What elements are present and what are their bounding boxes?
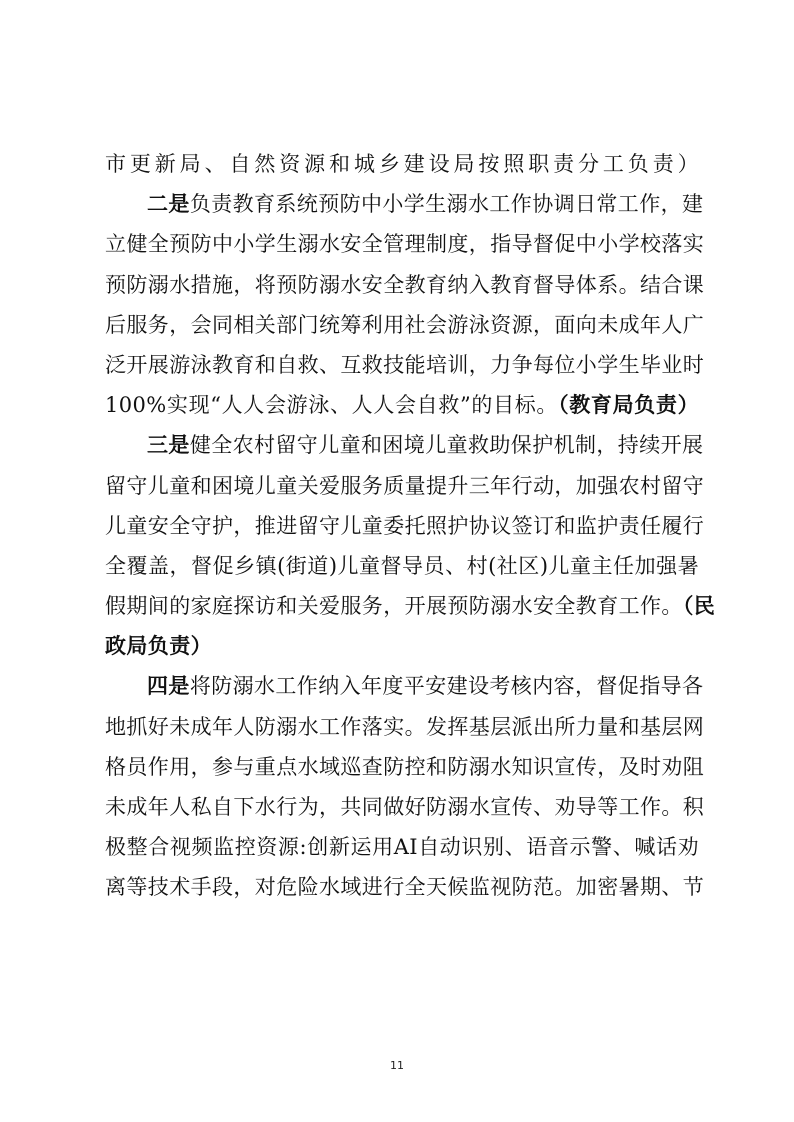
- line-text: 立健全预防中小学生溺水安全管理制度，指导督促中小学校落实: [105, 232, 705, 257]
- text-line: [105, 385, 699, 425]
- text-line: [105, 747, 705, 787]
- body-text: [105, 144, 716, 908]
- text-line: [105, 144, 699, 184]
- line-text: 地抓好未成年人防溺水工作落实。发挥基层派出所力量和基层网: [105, 714, 705, 739]
- text-line: [105, 546, 699, 586]
- paragraph-lead: 二是: [147, 192, 190, 217]
- text-line: [105, 867, 705, 907]
- paragraph-lead: 四是: [147, 674, 190, 699]
- line-text: 100%实现“人人会游泳、人人会自救”的目标。: [105, 393, 559, 418]
- text-line: [105, 224, 705, 264]
- responsibility-note: （教育局负责）: [558, 393, 699, 418]
- responsibility-note: 政局负责）: [105, 634, 212, 659]
- text-line: [105, 506, 705, 546]
- paragraph-lead: 三是: [147, 433, 190, 458]
- line-text: 未成年人私自下水行为，共同做好防溺水宣传、劝导等工作。积: [105, 795, 705, 819]
- line-text: 后服务，会同相关部门统筹利用社会游泳资源，面向未成年人广: [105, 312, 705, 337]
- line-text: 极整合视频监控资源:创新运用AI自动识别、语音示警、喊话劝: [105, 835, 699, 860]
- line-text: 全覆盖，督促乡镇(街道)儿童督导员、村(社区)儿童主任加强暑: [105, 553, 699, 578]
- text-line: [105, 626, 699, 666]
- line-text: 负责教育系统预防中小学生溺水工作协调日常工作，建: [189, 192, 704, 217]
- text-line: [105, 586, 716, 626]
- line-text: 格员作用，参与重点水域巡查防控和防溺水知识宣传，及时劝阻: [105, 754, 705, 779]
- line-text: 儿童安全守护，推进留守儿童委托照护协议签订和监护责任履行: [105, 513, 705, 538]
- line-text: 预防溺水措施，将预防溺水安全教育纳入教育督导体系。结合课: [105, 272, 705, 297]
- line-text: 假期间的家庭探访和关爱服务，开展预防溺水安全教育工作。: [105, 594, 683, 619]
- text-line: [105, 466, 705, 506]
- text-line: [105, 827, 699, 867]
- responsibility-note: （民: [682, 594, 716, 619]
- page-number: 11: [390, 1059, 404, 1072]
- text-line: [105, 707, 705, 747]
- text-line: [105, 345, 705, 385]
- line-text: 市更新局、自然资源和城乡建设局按照职责分工负责）: [105, 152, 699, 176]
- line-text: 离等技术手段，对危险水域进行全天候监视防范。加密暑期、节: [105, 875, 705, 900]
- text-line: [105, 184, 704, 224]
- line-text: 泛开展游泳教育和自救、互救技能培训，力争每位小学生毕业时: [105, 352, 705, 377]
- text-line: [105, 787, 705, 827]
- text-line: [105, 666, 704, 706]
- line-text: 健全农村留守儿童和困境儿童救助保护机制，持续开展: [189, 433, 704, 458]
- text-line: [105, 425, 704, 465]
- line-text: 留守儿童和困境儿童关爱服务质量提升三年行动，加强农村留守: [105, 473, 705, 498]
- text-line: [105, 265, 705, 305]
- line-text: 将防溺水工作纳入年度平安建设考核内容，督促指导各: [189, 674, 704, 699]
- text-line: [105, 305, 705, 345]
